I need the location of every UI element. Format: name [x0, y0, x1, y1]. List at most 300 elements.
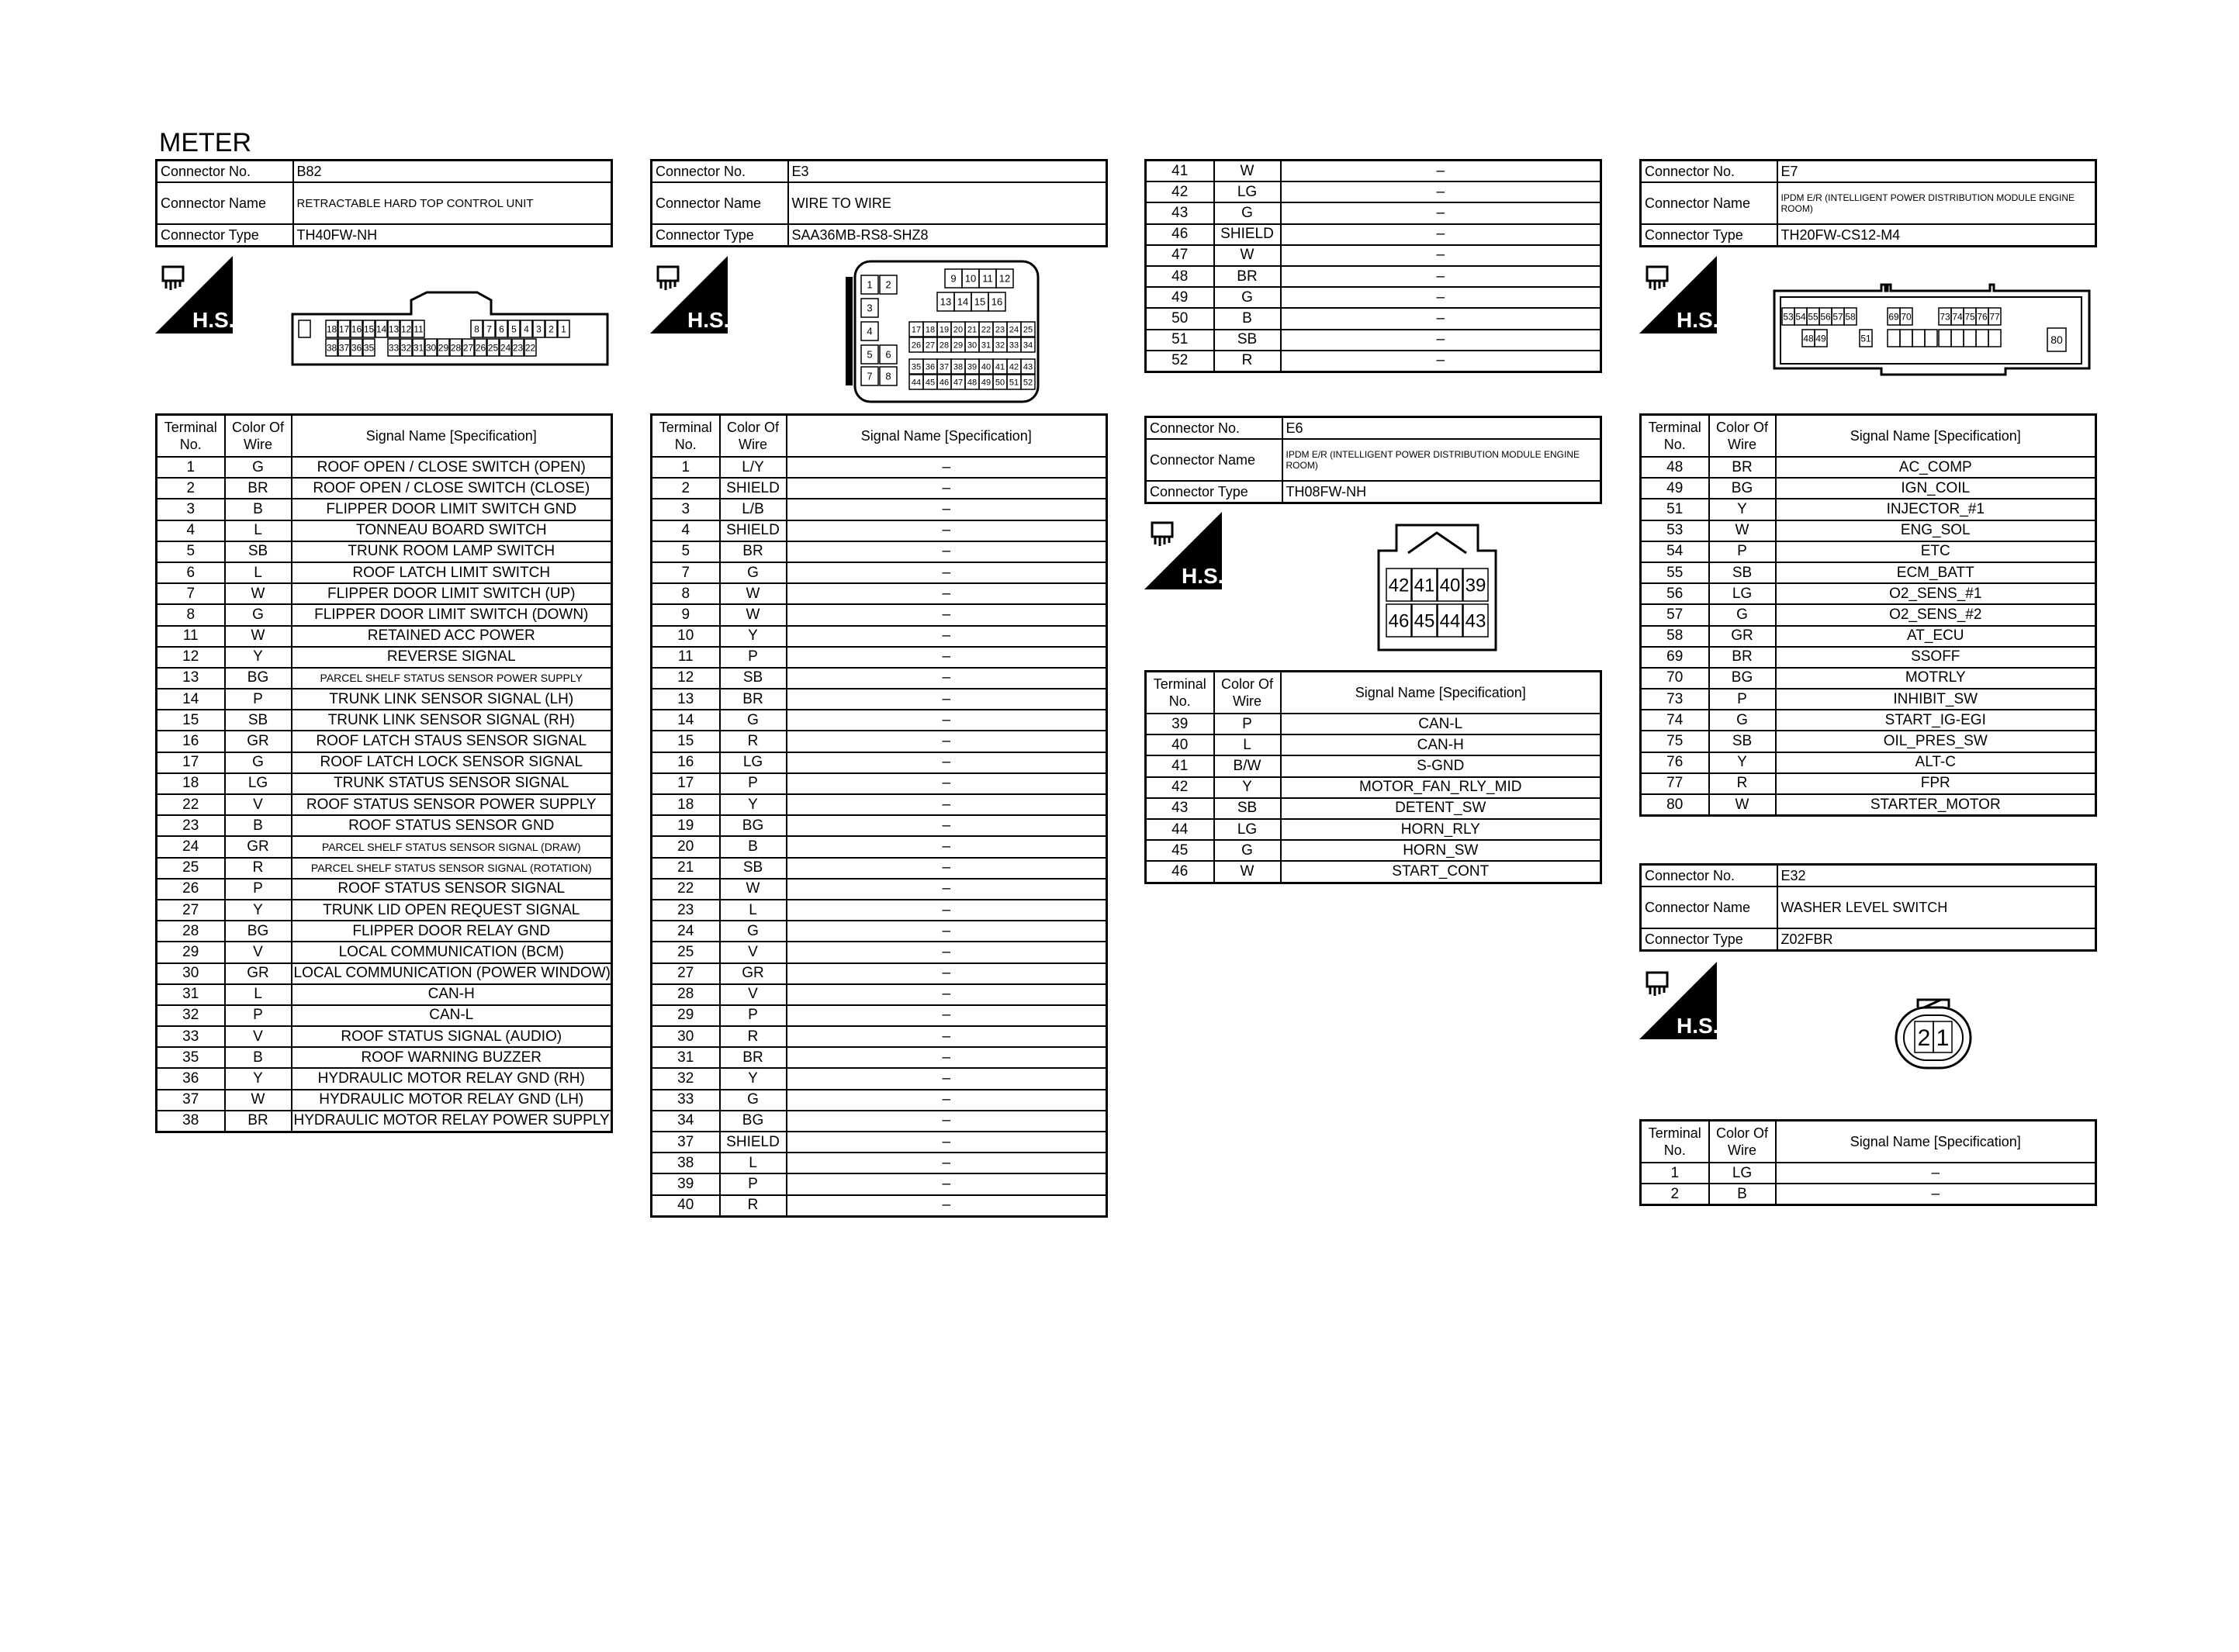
header-color-of-wire: Color Of Wire — [225, 415, 292, 458]
terminal-no: 50 — [1146, 308, 1214, 329]
wire-color: L — [720, 900, 787, 921]
signal-name: O2_SENS_#1 — [1776, 583, 2096, 604]
wire-color: P — [225, 1005, 292, 1026]
signal-name: – — [1281, 161, 1601, 182]
terminal-no: 16 — [652, 752, 720, 773]
label-connector-no: Connector No. — [157, 161, 293, 183]
table-row — [157, 752, 612, 773]
signal-name: – — [1281, 287, 1601, 308]
wire-color: BR — [1709, 457, 1776, 478]
signal-name: – — [1776, 1184, 2096, 1205]
e7-connector-no: E7 — [1777, 161, 2096, 183]
connector-pin-number: 13 — [388, 323, 400, 335]
signal-name: RETAINED ACC POWER — [292, 626, 612, 647]
signal-name: ETC — [1776, 541, 2096, 562]
signal-name: – — [787, 900, 1107, 921]
connector-pin-number: 36 — [925, 362, 936, 372]
table-row — [1146, 819, 1601, 840]
table-row — [1146, 714, 1601, 734]
terminal-no: 74 — [1641, 710, 1709, 731]
connector-pin-number: 25 — [1023, 325, 1033, 335]
svg-text:H.S.: H.S. — [1182, 564, 1222, 588]
header-terminal-no: Terminal No. — [1641, 1121, 1709, 1163]
terminal-no: 35 — [157, 1047, 225, 1068]
table-row — [157, 794, 612, 815]
signal-name: S-GND — [1281, 755, 1601, 776]
header-signal-name: Signal Name [Specification] — [1281, 672, 1601, 714]
signal-name: ROOF STATUS SENSOR POWER SUPPLY — [292, 794, 612, 815]
connector-pin-number: 14 — [375, 323, 387, 335]
e32-connector-type: Z02FBR — [1777, 928, 2096, 951]
connector-pin-number: 36 — [351, 342, 362, 354]
connector-pin-number: 15 — [363, 323, 375, 335]
terminal-no: 47 — [1146, 245, 1214, 266]
signal-name: HORN_SW — [1281, 840, 1601, 861]
table-row — [652, 541, 1107, 562]
label-connector-type: Connector Type — [157, 224, 293, 247]
e32-terminal-table — [1639, 1119, 2097, 1206]
table-row — [1641, 457, 2096, 478]
terminal-no: 33 — [157, 1026, 225, 1047]
wire-color: SB — [225, 541, 292, 562]
connector-pin-number: 32 — [400, 342, 412, 354]
signal-name: – — [787, 478, 1107, 499]
b82-connector-info — [155, 159, 613, 247]
terminal-no: 55 — [1641, 562, 1709, 583]
wire-color: G — [720, 562, 787, 583]
signal-name: ENG_SOL — [1776, 520, 2096, 541]
terminal-no: 30 — [157, 963, 225, 984]
signal-name: PARCEL SHELF STATUS SENSOR SIGNAL (DRAW) — [292, 836, 612, 857]
signal-name: TRUNK LINK SENSOR SIGNAL (LH) — [292, 689, 612, 710]
b82-connector-type: TH40FW-NH — [293, 224, 612, 247]
e7-connector-type: TH20FW-CS12-M4 — [1777, 224, 2096, 247]
table-row — [652, 815, 1107, 836]
connector-pin-number: 3 — [867, 302, 873, 314]
table-row — [157, 858, 612, 879]
wire-color: R — [1214, 351, 1281, 372]
table-row — [157, 1026, 612, 1047]
connector-pin-number: 51 — [1009, 378, 1019, 388]
e3-connector-name: WIRE TO WIRE — [788, 182, 1107, 224]
terminal-no: 49 — [1146, 287, 1214, 308]
e3-connector-info — [650, 159, 1108, 247]
signal-name: AC_COMP — [1776, 457, 2096, 478]
connector-cavity-empty — [1988, 330, 2001, 347]
connector-cavity-empty — [1951, 330, 1964, 347]
terminal-no: 24 — [157, 836, 225, 857]
connector-cavity-empty — [1888, 330, 1900, 347]
table-row — [1146, 755, 1601, 776]
table-row — [652, 794, 1107, 815]
connector-pin-number: 38 — [326, 342, 337, 354]
signal-name: – — [787, 794, 1107, 815]
signal-name: – — [787, 858, 1107, 879]
connector-pin-number: 15 — [974, 295, 986, 308]
label-connector-name: Connector Name — [1641, 182, 1777, 224]
connector-pin-number: 38 — [953, 362, 964, 372]
signal-name: – — [787, 710, 1107, 731]
terminal-no: 22 — [157, 794, 225, 815]
e6-connector-name: IPDM E/R (INTELLIGENT POWER DISTRIBUTION MODULE ENGINE ROOM) — [1282, 439, 1601, 481]
table-row — [652, 879, 1107, 900]
header-signal-name: Signal Name [Specification] — [292, 415, 612, 458]
wire-color: GR — [720, 963, 787, 984]
table-row — [652, 583, 1107, 604]
terminal-no: 5 — [652, 541, 720, 562]
connector-pin-number: 19 — [939, 325, 950, 335]
wire-color: SHIELD — [720, 1132, 787, 1153]
signal-name: TRUNK STATUS SENSOR SIGNAL — [292, 773, 612, 794]
signal-name: ROOF LATCH LIMIT SWITCH — [292, 562, 612, 583]
terminal-no: 39 — [1146, 714, 1214, 734]
signal-name: TRUNK LINK SENSOR SIGNAL (RH) — [292, 710, 612, 731]
terminal-no: 14 — [157, 689, 225, 710]
wire-color: B — [720, 836, 787, 857]
terminal-no: 20 — [652, 836, 720, 857]
table-row — [652, 752, 1107, 773]
wire-color: V — [720, 942, 787, 963]
connector-pin-number: 16 — [351, 323, 362, 335]
table-row — [652, 457, 1107, 478]
terminal-no: 28 — [157, 921, 225, 942]
wire-color: G — [1709, 710, 1776, 731]
terminal-no: 46 — [1146, 861, 1214, 883]
signal-name: FLIPPER DOOR LIMIT SWITCH (DOWN) — [292, 604, 612, 625]
wire-color: Y — [225, 900, 292, 921]
table-row — [157, 562, 612, 583]
terminal-no: 24 — [652, 921, 720, 942]
wire-color: P — [1709, 689, 1776, 710]
terminal-no: 76 — [1641, 752, 1709, 773]
wire-color: R — [720, 1026, 787, 1047]
signal-name: – — [787, 1153, 1107, 1173]
signal-name: STARTER_MOTOR — [1776, 794, 2096, 816]
table-row — [1146, 861, 1601, 883]
hs-harness-side-icon — [1639, 962, 1717, 1039]
table-row — [652, 731, 1107, 752]
hs-harness-side-icon — [650, 256, 728, 334]
e3-terminal-table — [650, 413, 1108, 1218]
b82-connector-no: B82 — [293, 161, 612, 183]
connector-pin-number: 28 — [450, 342, 462, 354]
table-row — [1146, 266, 1601, 287]
wire-color: P — [720, 1173, 787, 1194]
table-row — [1641, 604, 2096, 625]
signal-name: SSOFF — [1776, 647, 2096, 668]
terminal-no: 3 — [652, 499, 720, 520]
signal-name: TONNEAU BOARD SWITCH — [292, 520, 612, 541]
label-connector-no: Connector No. — [652, 161, 788, 183]
terminal-no: 38 — [652, 1153, 720, 1173]
table-row — [157, 478, 612, 499]
table-row — [157, 900, 612, 921]
signal-name: ROOF OPEN / CLOSE SWITCH (OPEN) — [292, 457, 612, 478]
table-row — [1641, 499, 2096, 520]
terminal-no: 30 — [652, 1026, 720, 1047]
wire-color: GR — [225, 836, 292, 857]
terminal-no: 12 — [652, 668, 720, 689]
table-row — [1641, 626, 2096, 647]
e3-connector-face-diagram — [844, 260, 1040, 407]
signal-name: START_IG-EGI — [1776, 710, 2096, 731]
terminal-no: 2 — [157, 478, 225, 499]
wire-color: LG — [1214, 819, 1281, 840]
wire-color: BR — [1709, 647, 1776, 668]
connector-pin-number: 40 — [981, 362, 991, 372]
signal-name: ROOF LATCH LOCK SENSOR SIGNAL — [292, 752, 612, 773]
table-row — [157, 921, 612, 942]
label-connector-type: Connector Type — [652, 224, 788, 247]
table-row — [1146, 202, 1601, 223]
connector-pin-number: 18 — [925, 325, 936, 335]
signal-name: – — [787, 626, 1107, 647]
wire-color: R — [225, 858, 292, 879]
e32-connector-name: WASHER LEVEL SWITCH — [1777, 886, 2096, 928]
table-row — [157, 604, 612, 625]
terminal-no: 8 — [652, 583, 720, 604]
terminal-no: 25 — [652, 942, 720, 963]
connector-pin-number: 30 — [425, 342, 437, 354]
connector-pin-number: 70 — [1901, 311, 1912, 323]
connector-pin-number: 10 — [964, 272, 977, 285]
terminal-no: 11 — [157, 626, 225, 647]
e7-terminal-table — [1639, 413, 2097, 817]
signal-name: – — [787, 1005, 1107, 1026]
connector-pin-number: 33 — [1009, 340, 1019, 351]
wire-color: L — [1214, 734, 1281, 755]
terminal-no: 2 — [652, 478, 720, 499]
wire-color: SB — [1214, 798, 1281, 819]
terminal-no: 57 — [1641, 604, 1709, 625]
signal-name: INHIBIT_SW — [1776, 689, 2096, 710]
connector-pin-number: 57 — [1832, 311, 1843, 323]
wire-color: SB — [1709, 731, 1776, 752]
wire-color: Y — [1214, 777, 1281, 798]
wire-color: G — [225, 457, 292, 478]
terminal-no: 41 — [1146, 755, 1214, 776]
connector-pin-number: 7 — [486, 323, 492, 335]
signal-name: LOCAL COMMUNICATION (BCM) — [292, 942, 612, 963]
table-row — [157, 815, 612, 836]
table-row — [157, 626, 612, 647]
terminal-no: 6 — [157, 562, 225, 583]
wire-color: W — [1709, 520, 1776, 541]
signal-name: – — [787, 583, 1107, 604]
table-row — [1146, 287, 1601, 308]
terminal-no: 69 — [1641, 647, 1709, 668]
wire-color: BR — [225, 1111, 292, 1132]
table-row — [157, 942, 612, 963]
header-signal-name: Signal Name [Specification] — [1776, 1121, 2096, 1163]
connector-pin-number: 4 — [524, 323, 529, 335]
table-row — [652, 478, 1107, 499]
connector-pin-number: 5 — [867, 348, 873, 361]
signal-name: LOCAL COMMUNICATION (POWER WINDOW) — [292, 963, 612, 984]
table-row — [1641, 689, 2096, 710]
e6-connector-info — [1144, 416, 1602, 504]
connector-pin-number: 27 — [462, 342, 474, 354]
signal-name: – — [787, 499, 1107, 520]
connector-pin-number: 3 — [536, 323, 542, 335]
terminal-no: 7 — [157, 583, 225, 604]
connector-pin-number: 37 — [939, 362, 950, 372]
wire-color: Y — [720, 794, 787, 815]
terminal-no: 23 — [652, 900, 720, 921]
connector-pin-number: 69 — [1888, 311, 1899, 323]
signal-name: – — [787, 836, 1107, 857]
connector-pin-number: 17 — [911, 325, 922, 335]
wire-color: LG — [225, 773, 292, 794]
terminal-no: 19 — [652, 815, 720, 836]
table-row — [652, 836, 1107, 857]
connector-pin-number: 42 — [1009, 362, 1019, 372]
terminal-no: 49 — [1641, 478, 1709, 499]
connector-pin-number: 5 — [511, 323, 517, 335]
table-row — [652, 773, 1107, 794]
terminal-no: 15 — [157, 710, 225, 731]
b82-connector-face-diagram — [291, 291, 609, 372]
terminal-no: 52 — [1146, 351, 1214, 372]
table-row — [157, 1068, 612, 1089]
wire-color: R — [720, 731, 787, 752]
wire-color: SB — [1709, 562, 1776, 583]
svg-text:H.S.: H.S. — [1677, 308, 1717, 332]
connector-pin-number: 74 — [1952, 311, 1963, 323]
connector-pin-number: 12 — [400, 323, 412, 335]
connector-pin-number: 58 — [1845, 311, 1856, 323]
wire-color: P — [720, 647, 787, 668]
table-row — [1146, 181, 1601, 202]
wire-color: Y — [1709, 752, 1776, 773]
connector-pin-number: 43 — [1023, 362, 1033, 372]
hs-harness-side-icon — [1144, 512, 1222, 589]
signal-name: CAN-H — [292, 984, 612, 1005]
wire-color: W — [720, 879, 787, 900]
wire-color: W — [225, 626, 292, 647]
wire-color: P — [720, 1005, 787, 1026]
terminal-no: 1 — [157, 457, 225, 478]
table-row — [157, 731, 612, 752]
terminal-no: 77 — [1641, 773, 1709, 794]
wire-color: W — [225, 583, 292, 604]
connector-pin-number: 45 — [925, 378, 936, 388]
connector-pin-number: 54 — [1795, 311, 1806, 323]
terminal-no: 40 — [1146, 734, 1214, 755]
signal-name: – — [1281, 202, 1601, 223]
connector-pin-number: 26 — [911, 340, 922, 351]
b82-terminal-table — [155, 413, 613, 1133]
terminal-no: 13 — [157, 668, 225, 689]
connector-pin-number: 4 — [867, 325, 873, 337]
e7-connector-name: IPDM E/R (INTELLIGENT POWER DISTRIBUTION MODULE ENGINE ROOM) — [1777, 182, 2096, 224]
signal-name: TRUNK ROOM LAMP SWITCH — [292, 541, 612, 562]
terminal-no: 73 — [1641, 689, 1709, 710]
terminal-no: 27 — [157, 900, 225, 921]
table-row — [1146, 224, 1601, 245]
connector-pin-number: 25 — [487, 342, 499, 354]
terminal-no: 7 — [652, 562, 720, 583]
e3-connector-type: SAA36MB-RS8-SHZ8 — [788, 224, 1107, 247]
table-row — [1146, 308, 1601, 329]
connector-pin-number: 30 — [967, 340, 978, 351]
wire-color: SB — [720, 858, 787, 879]
wire-color: Y — [1709, 499, 1776, 520]
connector-pin-number: 52 — [1023, 378, 1033, 388]
signal-name: CAN-L — [1281, 714, 1601, 734]
terminal-no: 46 — [1146, 224, 1214, 245]
wire-color: SB — [720, 668, 787, 689]
connector-pin-number: 42 — [1388, 575, 1410, 596]
terminal-no: 27 — [652, 963, 720, 984]
signal-name: ROOF STATUS SENSOR SIGNAL — [292, 879, 612, 900]
table-row — [652, 689, 1107, 710]
wire-color: LG — [1214, 181, 1281, 202]
connector-pin-number: 1 — [1936, 1025, 1950, 1051]
e32-connector-info — [1639, 863, 2097, 952]
connector-pin-number: 76 — [1977, 311, 1988, 323]
signal-name: – — [787, 520, 1107, 541]
table-row — [652, 963, 1107, 984]
terminal-no: 48 — [1146, 266, 1214, 287]
table-row — [652, 626, 1107, 647]
table-row — [157, 963, 612, 984]
signal-name: HYDRAULIC MOTOR RELAY GND (LH) — [292, 1090, 612, 1111]
wire-color: W — [720, 583, 787, 604]
signal-name: MOTRLY — [1776, 668, 2096, 689]
signal-name: – — [787, 689, 1107, 710]
table-row — [652, 1047, 1107, 1068]
header-terminal-no: Terminal No. — [1146, 672, 1214, 714]
table-row — [1146, 330, 1601, 351]
terminal-no: 23 — [157, 815, 225, 836]
connector-pin-number: 12 — [998, 272, 1011, 285]
signal-name: – — [787, 647, 1107, 668]
table-row — [652, 900, 1107, 921]
connector-pin-number: 17 — [338, 323, 350, 335]
connector-pin-number: 11 — [982, 272, 993, 285]
label-connector-name: Connector Name — [652, 182, 788, 224]
e6-connector-type: TH08FW-NH — [1282, 481, 1601, 503]
table-row — [1641, 562, 2096, 583]
e32-connector-face-diagram — [1893, 997, 1974, 1075]
wire-color: LG — [720, 752, 787, 773]
signal-name: ROOF OPEN / CLOSE SWITCH (CLOSE) — [292, 478, 612, 499]
table-row — [1641, 583, 2096, 604]
signal-name: AT_ECU — [1776, 626, 2096, 647]
terminal-no: 2 — [1641, 1184, 1709, 1205]
label-connector-type: Connector Type — [1641, 928, 1777, 951]
signal-name: – — [1281, 330, 1601, 351]
wire-color: SHIELD — [720, 478, 787, 499]
signal-name: FLIPPER DOOR LIMIT SWITCH (UP) — [292, 583, 612, 604]
header-color-of-wire: Color Of Wire — [1709, 1121, 1776, 1163]
connector-pin-number: 51 — [1860, 333, 1871, 344]
terminal-no: 37 — [652, 1132, 720, 1153]
connector-pin-number: 22 — [524, 342, 536, 354]
connector-pin-number: 22 — [981, 325, 991, 335]
connector-pin-number: 14 — [957, 295, 969, 308]
connector-pin-number: 35 — [911, 362, 922, 372]
table-row — [1641, 520, 2096, 541]
table-row — [652, 562, 1107, 583]
table-row — [157, 1111, 612, 1132]
e7-connector-info — [1639, 159, 2097, 247]
connector-pin-number: 55 — [1808, 311, 1819, 323]
signal-name: START_CONT — [1281, 861, 1601, 883]
terminal-no: 80 — [1641, 794, 1709, 816]
table-row — [157, 773, 612, 794]
